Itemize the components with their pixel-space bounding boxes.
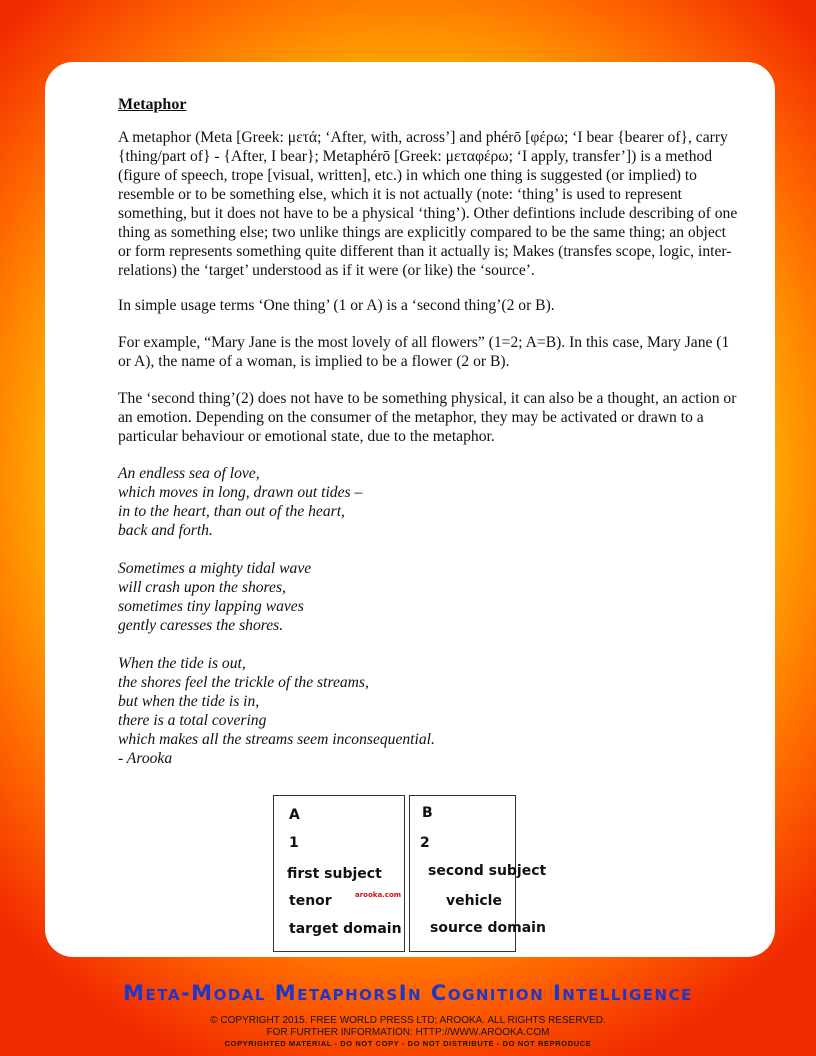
poem-line: the shores feel the trickle of the streams, [118,674,369,691]
article [118,95,738,787]
poem-line: When the tide is out, [118,655,246,672]
box-a-term: tenor [289,893,332,909]
definition-paragraph: A metaphor (Meta [Greek: μετά; ‘After, with, across’] and phérō [φέρω; ‘I bear {bearer of}, carry {thing/part of} - {After, I bear}; Metaphérō [Greek: μεταφέρω; ‘I apply, transfer’]) is a method (figure of speech, trope [visual, written], etc.) in which one thing is suggested (or implied) to resemble or to be something else, which it is not actually (note: ‘thing’ is used to represent something, but it does not have to be a physical ‘thing’). Other defintions include describing of one thing as something else; two unlike things are explicitly compared to be the same thing; an object or form represents something quite different than it actually is; Makes (transfes scope, logic, inter-relations) the ‘target’ understood as if it were (or like) the ‘source’. [118,129,738,279]
box-b-header: B [422,805,433,821]
poem-author: - Arooka [118,750,173,767]
poem-line: which moves in long, drawn out tides – [118,484,363,501]
poem-stanza-2 [118,559,738,635]
poem-line: in to the heart, than out of the heart, [118,503,345,520]
poem-line: An endless sea of love, [118,465,260,482]
box-a [273,795,405,952]
example-paragraph: For example, “Mary Jane is the most lovely of all flowers” (1=2; A=B). In this case, Mary Jane (1 or A), the name of a woman, is implied to be a flower (2 or B). [118,334,730,370]
poem-line: Sometimes a mighty tidal wave [118,560,312,577]
second-thing-paragraph: The ‘second thing’(2) does not have to be something physical, it can also be a thought, an action or an emotion. Depending on the consumer of the metaphor, they may be activated or drawn to a particular behaviour or emotional state, due to the metaphor. [118,390,737,445]
poem-line: sometimes tiny lapping waves [118,598,304,615]
footer-title: Meta-Modal MetaphorsIn Cognition Intelligence [123,981,693,1005]
footer-info: FOR FURTHER INFORMATION: HTTP://WWW.AROOKA.COM [266,1027,550,1038]
box-a-term: first subject [287,866,382,882]
poem-line: which makes all the streams seem inconsequential. [118,731,435,748]
box-b-term: source domain [430,920,546,936]
usage-paragraph: In simple usage terms ‘One thing’ (1 or A) is a ‘second thing’(2 or B). [118,297,555,314]
poem-stanza-1 [118,464,738,540]
poem-line: will crash upon the shores, [118,579,286,596]
article-heading: Metaphor [118,96,187,113]
box-b-term: vehicle [446,893,502,909]
box-a-term: target domain [289,921,402,937]
box-b-number: 2 [420,835,430,851]
footer-notice: COPYRIGHTED MATERIAL - DO NOT COPY - DO NOT DISTRIBUTE - DO NOT REPRODUCE [224,1039,592,1048]
box-b-term: second subject [428,863,547,879]
box-a-header: A [289,807,300,823]
footer-copyright: © COPYRIGHT 2015. FREE WORLD PRESS LTD; AROOKA. ALL RIGHTS RESERVED. [210,1015,606,1026]
poem-line: there is a total covering [118,712,267,729]
poem-line: gently caresses the shores. [118,617,284,634]
box-a-number: 1 [289,835,299,851]
poem-line: back and forth. [118,522,213,539]
watermark: arooka.com [355,891,402,899]
poem-stanza-3 [118,654,738,768]
poem-line: but when the tide is in, [118,693,260,710]
box-b [409,795,547,952]
